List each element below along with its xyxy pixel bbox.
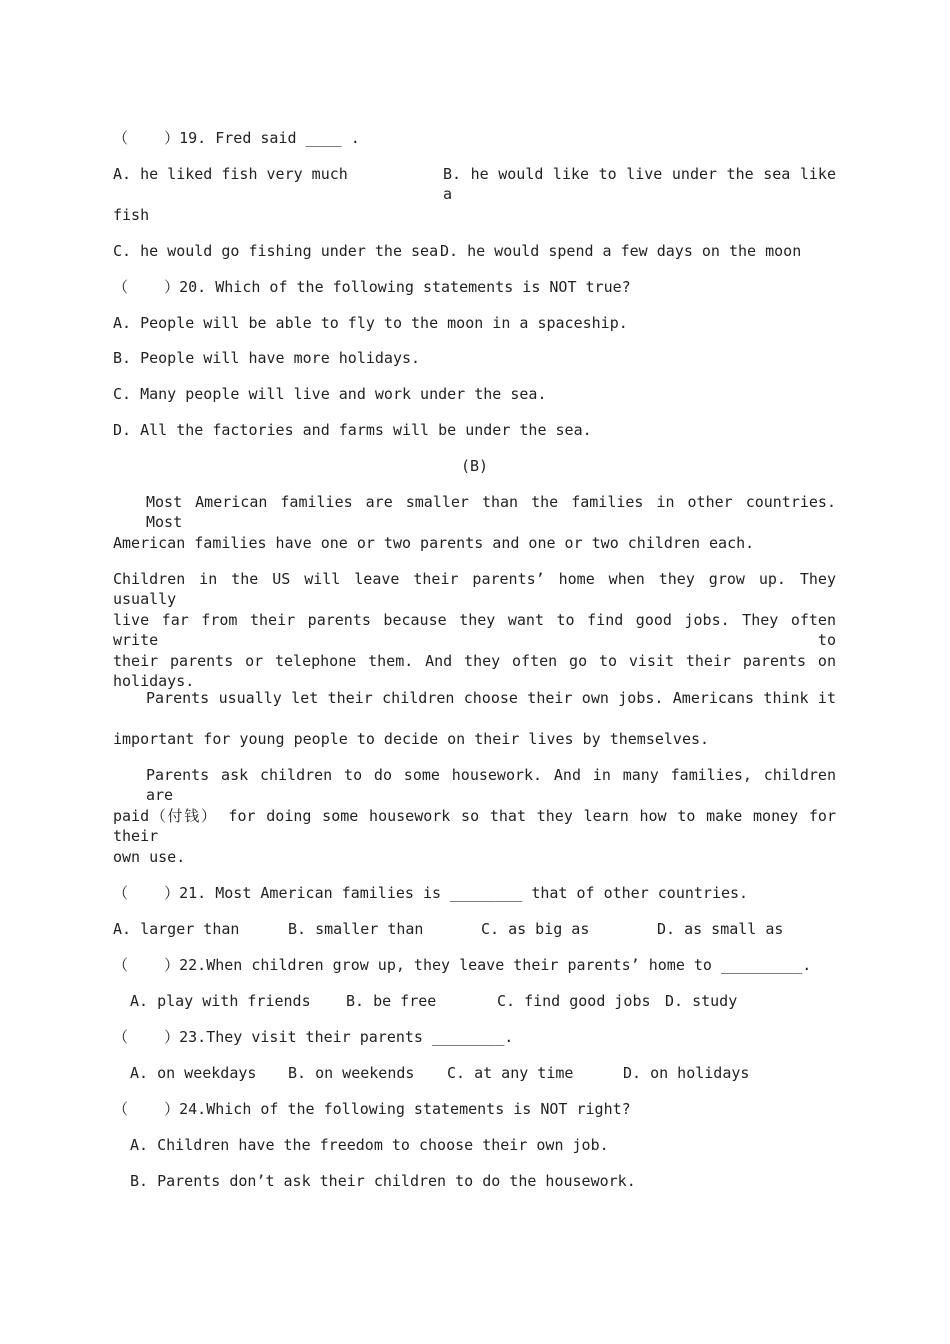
q19-option-c: C. he would go fishing under the sea [113, 242, 439, 260]
q21-option-a: A. larger than [113, 920, 240, 938]
passage-p2-line2: live far from their parents because they want to find good jobs. They often write to [113, 611, 836, 649]
passage-p2-line3: their parents or telephone them. And they often go to visit their parents on holidays. [113, 652, 836, 690]
q24-option-a: A. Children have the freedom to choose their own job. [130, 1136, 609, 1154]
q20-option-a: A. People will be able to fly to the moon in a spaceship. [113, 314, 628, 332]
q20-option-d: D. All the factories and farms will be under the sea. [113, 421, 592, 439]
q23-option-d: D. on holidays [623, 1064, 750, 1082]
q19-stem: （ ）19. Fred said ____ . [113, 129, 360, 147]
passage-p1-line1: Most American families are smaller than the families in other countries. Most [146, 493, 836, 531]
q21-option-b: B. smaller than [288, 920, 424, 938]
q22-option-d: D. study [665, 992, 738, 1010]
q20-option-b: B. People will have more holidays. [113, 349, 421, 367]
q19-option-a: A. he liked fish very much [113, 165, 348, 183]
q22-option-a: A. play with friends [130, 992, 311, 1010]
passage-p4-line1: Parents ask children to do some housework. And in many families, children are [146, 766, 836, 804]
q19-option-b-continued: fish [113, 206, 150, 224]
section-b-heading: (B) [460, 457, 489, 475]
q22-option-c: C. find good jobs [497, 992, 651, 1010]
passage-p3-line1: Parents usually let their children choose their own jobs. Americans think it [146, 689, 836, 707]
q21-option-c: C. as big as [481, 920, 590, 938]
passage-p1-line2: American families have one or two parents and one or two children each. [113, 534, 755, 552]
q24-option-b: B. Parents don’t ask their children to do the housework. [130, 1172, 636, 1190]
q19-option-d: D. he would spend a few days on the moon [440, 242, 802, 260]
passage-p2-line1: Children in the US will leave their parents’ home when they grow up. They usually [113, 570, 836, 608]
q22-option-b: B. be free [346, 992, 437, 1010]
q23-option-c: C. at any time [447, 1064, 574, 1082]
q21-stem: （ ）21. Most American families is ________ that of other countries. [113, 884, 749, 902]
q23-option-a: A. on weekdays [130, 1064, 257, 1082]
q23-option-b: B. on weekends [288, 1064, 415, 1082]
q19-option-b: B. he would like to live under the sea like a [443, 165, 836, 203]
passage-p4-line2: paid（付钱） for doing some housework so that they learn how to make money for their [113, 807, 836, 845]
q21-option-d: D. as small as [657, 920, 784, 938]
passage-p3-line2: important for young people to decide on their lives by themselves. [113, 730, 710, 748]
q20-option-c: C. Many people will live and work under the sea. [113, 385, 547, 403]
q20-stem: （ ）20. Which of the following statements is NOT true? [113, 278, 631, 296]
q22-stem: （ ）22.When children grow up, they leave their parents’ home to _________. [113, 956, 812, 974]
q23-stem: （ ）23.They visit their parents ________. [113, 1028, 514, 1046]
q24-stem: （ ）24.Which of the following statements is NOT right? [113, 1100, 631, 1118]
passage-p4-line3: own use. [113, 848, 186, 866]
